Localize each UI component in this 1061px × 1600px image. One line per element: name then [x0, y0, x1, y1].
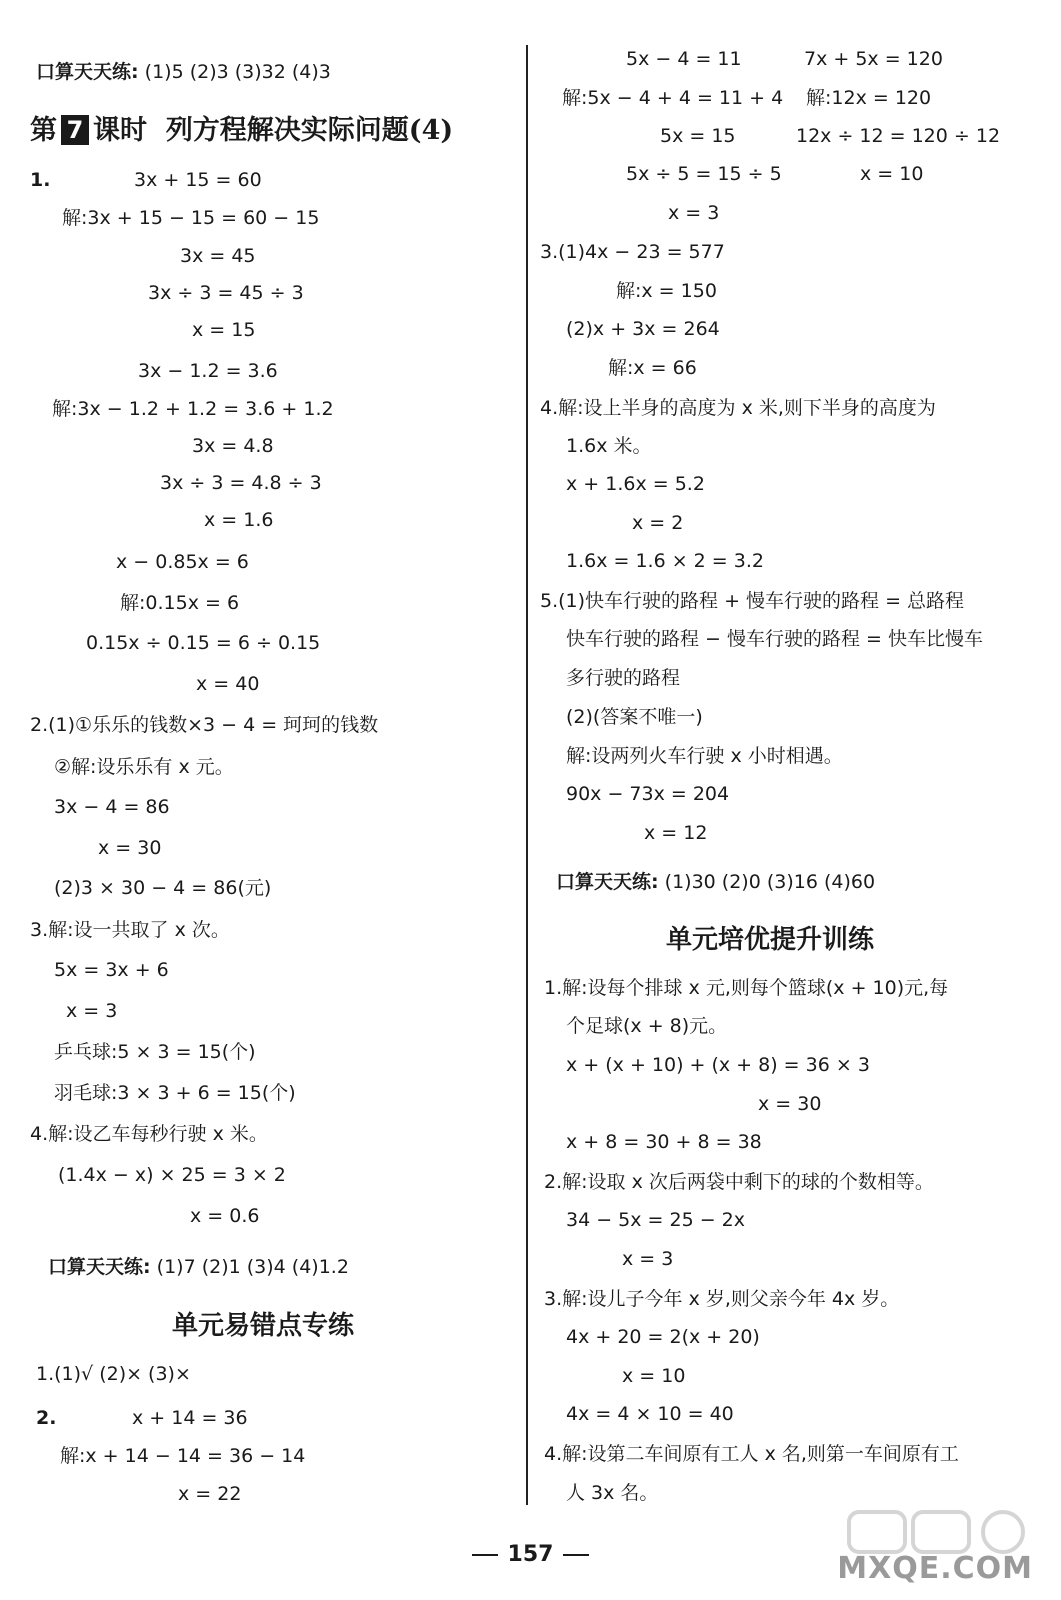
equation-line: x = 22 — [178, 1483, 242, 1505]
equation-line: x = 30 — [758, 1093, 822, 1115]
equation-line: 4x + 20 = 2(x + 20) — [566, 1326, 760, 1348]
page-number-dash — [472, 1554, 498, 1556]
lesson-heading-unit: 课时 — [93, 115, 147, 146]
equation-line: 4x = 4 × 10 = 40 — [566, 1403, 734, 1425]
equation-line: 5x = 3x + 6 — [54, 959, 169, 981]
equation-line: 5x − 4 = 11 — [626, 48, 742, 70]
equation-line: x = 40 — [196, 673, 260, 695]
oral-practice-label: 口算天天练: — [556, 871, 659, 893]
equation-line: 解:5x − 4 + 4 = 11 + 4 — [562, 87, 784, 109]
answer-line: 4.解:设第二车间原有工人 x 名,则第一车间原有工 — [544, 1443, 959, 1465]
equation-line: 3x + 15 = 60 — [134, 169, 262, 191]
answer-line: 5.(1)快车行驶的路程 + 慢车行驶的路程 = 总路程 — [540, 590, 965, 612]
equation-line: 34 − 5x = 25 − 2x — [566, 1209, 746, 1231]
unit-advanced-training-heading: 单元培优提升训练 — [666, 925, 875, 955]
equation-line: x = 1.6 — [204, 509, 274, 531]
answer-line: 解:x = 150 — [616, 280, 717, 302]
equation-line: x + 1.6x = 5.2 — [566, 473, 705, 495]
answer-line: 解:x = 66 — [608, 357, 697, 379]
answer-line: 快车行驶的路程 − 慢车行驶的路程 = 快车比慢车 — [566, 628, 983, 650]
answer-line: 人 3x 名。 — [566, 1482, 659, 1504]
equation-line: 3x = 45 — [180, 245, 256, 267]
answer-line: (2)3 × 30 − 4 = 86(元) — [54, 877, 272, 899]
lesson-heading-prefix: 第 — [30, 115, 57, 146]
answer-line: (2)x + 3x = 264 — [566, 318, 720, 340]
page-number-value: 157 — [507, 1542, 554, 1567]
equation-line: x − 0.85x = 6 — [116, 551, 249, 573]
lesson-heading — [30, 114, 453, 148]
answer-line: 3.解:设儿子今年 x 岁,则父亲今年 4x 岁。 — [544, 1288, 900, 1310]
answer-line: 4.解:设上半身的高度为 x 米,则下半身的高度为 — [540, 397, 936, 419]
equation-line: x = 3 — [66, 1000, 118, 1022]
answer-line: 1.(1)√ (2)× (3)× — [36, 1363, 191, 1385]
lesson-title: 列方程解决实际问题(4) — [165, 115, 454, 146]
oral-practice-answers: (1)7 (2)1 (3)4 (4)1.2 — [156, 1256, 349, 1278]
answer-line: 1.解:设每个排球 x 元,则每个篮球(x + 10)元,每 — [544, 977, 949, 999]
equation-line: (1.4x − x) × 25 = 3 × 2 — [58, 1164, 286, 1186]
answer-line: 3.解:设一共取了 x 次。 — [30, 919, 230, 941]
equation-line: x = 30 — [98, 837, 162, 859]
answer-line: 1.6x 米。 — [566, 435, 652, 457]
oral-practice-label: 口算天天练: — [48, 1256, 151, 1278]
oral-practice-answers: (1)5 (2)3 (3)32 (4)3 — [144, 61, 331, 83]
equation-line: 5x = 15 — [660, 125, 736, 147]
question-number: 2. — [36, 1407, 57, 1429]
equation-line: x = 2 — [632, 512, 684, 534]
answer-line: 个足球(x + 8)元。 — [566, 1015, 728, 1037]
answer-line: 2.解:设取 x 次后两袋中剩下的球的个数相等。 — [544, 1171, 934, 1193]
watermark-text: MXQE.COM — [837, 1551, 1033, 1586]
equation-line: x = 3 — [668, 202, 720, 224]
equation-line: 90x − 73x = 204 — [566, 783, 730, 805]
equation-line: x + (x + 10) + (x + 8) = 36 × 3 — [566, 1054, 870, 1076]
equation-line: 3x ÷ 3 = 4.8 ÷ 3 — [160, 472, 322, 494]
oral-practice-1 — [36, 60, 331, 84]
equation-line: 12x ÷ 12 = 120 ÷ 12 — [796, 125, 1001, 147]
equation-line: 解:3x + 15 − 15 = 60 − 15 — [62, 207, 320, 229]
equation-line: 1.6x = 1.6 × 2 = 3.2 — [566, 550, 764, 572]
equation-line: x = 15 — [192, 319, 256, 341]
answer-line: (2)(答案不唯一) — [566, 706, 703, 728]
oral-practice-label: 口算天天练: — [36, 61, 139, 83]
equation-line: 3x − 4 = 86 — [54, 796, 170, 818]
equation-line: 解:0.15x = 6 — [120, 592, 240, 614]
equation-line: 3x − 1.2 = 3.6 — [138, 360, 278, 382]
question-number: 1. — [30, 169, 51, 191]
equation-line: 3x = 4.8 — [192, 435, 274, 457]
answer-line: 多行驶的路程 — [566, 667, 681, 689]
equation-line: x + 14 = 36 — [132, 1407, 248, 1429]
equation-line: 解:3x − 1.2 + 1.2 = 3.6 + 1.2 — [52, 398, 334, 420]
equation-line: x = 10 — [622, 1365, 686, 1387]
oral-practice-answers: (1)30 (2)0 (3)16 (4)60 — [664, 871, 876, 893]
column-divider — [526, 45, 528, 1505]
oral-practice-2 — [48, 1255, 349, 1279]
answer-line: 羽毛球:3 × 3 + 6 = 15(个) — [54, 1082, 296, 1104]
answer-line: 2.(1)①乐乐的钱数×3 − 4 = 珂珂的钱数 — [30, 714, 379, 736]
equation-line: 5x ÷ 5 = 15 ÷ 5 — [626, 163, 782, 185]
equation-line: x + 8 = 30 + 8 = 38 — [566, 1131, 762, 1153]
equation-line: x = 12 — [644, 822, 708, 844]
page-number-dash — [563, 1554, 589, 1556]
equation-line: x = 3 — [622, 1248, 674, 1270]
answer-line: 4.解:设乙车每秒行驶 x 米。 — [30, 1123, 268, 1145]
answer-line: 乒乓球:5 × 3 = 15(个) — [54, 1041, 256, 1063]
lesson-number-badge: 7 — [61, 115, 89, 145]
equation-line: 0.15x ÷ 0.15 = 6 ÷ 0.15 — [86, 632, 321, 654]
answer-line: ②解:设乐乐有 x 元。 — [54, 756, 234, 778]
answer-line: 3.(1)4x − 23 = 577 — [540, 241, 725, 263]
equation-line: 解:12x = 120 — [806, 87, 932, 109]
equation-line: x = 10 — [860, 163, 924, 185]
equation-line: x = 0.6 — [190, 1205, 260, 1227]
oral-practice-3 — [556, 870, 875, 894]
answer-line: 解:设两列火车行驶 x 小时相遇。 — [566, 745, 843, 767]
equation-line: 7x + 5x = 120 — [804, 48, 943, 70]
unit-error-practice-heading: 单元易错点专练 — [172, 1311, 355, 1341]
equation-line: 3x ÷ 3 = 45 ÷ 3 — [148, 282, 304, 304]
equation-line: 解:x + 14 − 14 = 36 − 14 — [60, 1445, 306, 1467]
